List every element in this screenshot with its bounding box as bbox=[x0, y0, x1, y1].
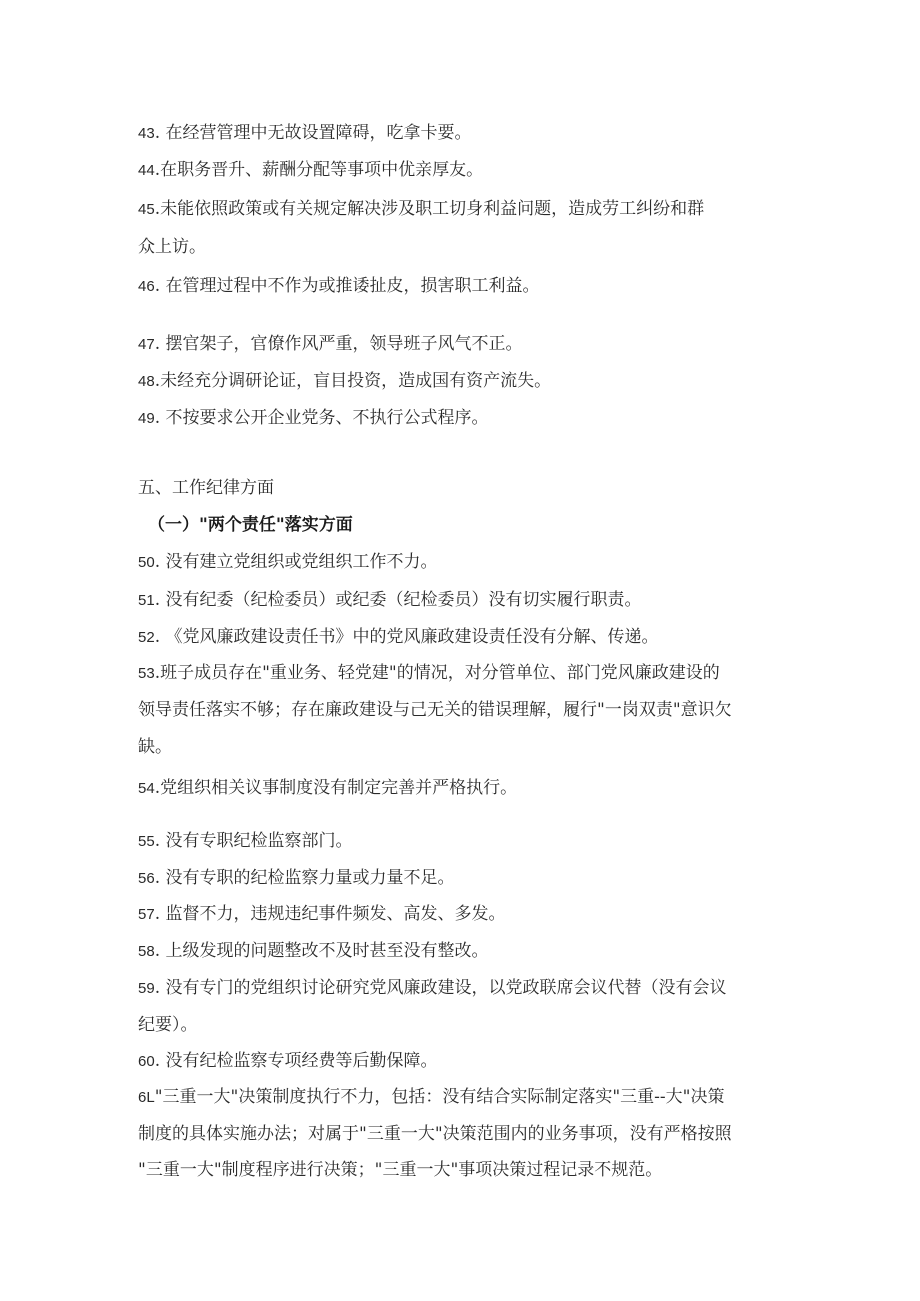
item-number: 60 bbox=[138, 1053, 155, 1070]
item-number: 6L bbox=[138, 1089, 155, 1106]
item-text: . 监督不力，违规违纪事件频发、高发、多发。 bbox=[154, 904, 506, 924]
list-item-61-continuation: 制度的具体实施办法；对属于"三重一大"决策范围内的业务事项，没有严格按照 bbox=[138, 1124, 732, 1144]
item-text: . 在经营管理中无故设置障碍，吃拿卡要。 bbox=[154, 123, 472, 143]
item-text: "三重一大"决策制度执行不力，包括：没有结合实际制定落实"三重--大"决策 bbox=[154, 1087, 725, 1107]
item-number: 53 bbox=[138, 665, 155, 682]
list-item-60 bbox=[138, 1051, 438, 1072]
list-item-56 bbox=[138, 868, 455, 889]
item-number: 49 bbox=[138, 410, 155, 427]
item-text: . 上级发现的问题整改不及时甚至没有整改。 bbox=[154, 941, 489, 961]
list-item-53-continuation-2: 缺。 bbox=[138, 737, 172, 757]
item-text: . 没有专职纪检监察部门。 bbox=[154, 831, 353, 851]
list-item-54 bbox=[138, 778, 517, 799]
list-item-59-continuation: 纪要）。 bbox=[138, 1015, 198, 1035]
item-text: .班子成员存在"重业务、轻党建"的情况，对分管单位、部门党风廉政建设的 bbox=[154, 663, 720, 683]
list-item-48 bbox=[138, 371, 551, 392]
item-number: 45 bbox=[138, 201, 155, 218]
list-item-45 bbox=[138, 199, 704, 220]
item-number: 51 bbox=[138, 592, 155, 609]
item-text: . 没有专门的党组织讨论研究党风廉政建设，以党政联席会议代替（没有会议 bbox=[154, 978, 727, 998]
section-title: 五、工作纪律方面 bbox=[138, 478, 274, 498]
list-item-59 bbox=[138, 978, 727, 999]
item-number: 54 bbox=[138, 780, 155, 797]
item-number: 46 bbox=[138, 278, 155, 295]
list-item-46 bbox=[138, 276, 540, 297]
item-text: . 不按要求公开企业党务、不执行公式程序。 bbox=[154, 408, 489, 428]
item-number: 55 bbox=[138, 833, 155, 850]
list-item-50 bbox=[138, 552, 438, 573]
list-item-57 bbox=[138, 904, 506, 925]
item-text: . 没有纪检监察专项经费等后勤保障。 bbox=[154, 1051, 438, 1071]
item-text: . 没有专职的纪检监察力量或力量不足。 bbox=[154, 868, 455, 888]
item-number: 44 bbox=[138, 162, 155, 179]
list-item-47 bbox=[138, 334, 523, 355]
list-item-43 bbox=[138, 123, 472, 144]
item-text: . 《党风廉政建设责任书》中的党风廉政建设责任没有分解、传递。 bbox=[154, 627, 659, 647]
list-item-51 bbox=[138, 590, 642, 611]
item-number: 57 bbox=[138, 906, 155, 923]
item-number: 43 bbox=[138, 125, 155, 142]
item-text: .党组织相关议事制度没有制定完善并严格执行。 bbox=[154, 778, 518, 798]
list-item-49 bbox=[138, 408, 489, 429]
list-item-58 bbox=[138, 941, 489, 962]
item-text: .未能依照政策或有关规定解决涉及职工切身利益问题，造成劳工纠纷和群 bbox=[154, 199, 705, 219]
item-number: 58 bbox=[138, 943, 155, 960]
subsection-title: （一）"两个责任"落实方面 bbox=[148, 515, 353, 535]
item-text: .在职务晋升、薪酬分配等事项中优亲厚友。 bbox=[154, 160, 484, 180]
item-number: 59 bbox=[138, 980, 155, 997]
item-text: .未经充分调研论证，盲目投资，造成国有资产流失。 bbox=[154, 371, 552, 391]
item-number: 50 bbox=[138, 554, 155, 571]
list-item-45-continuation: 众上访。 bbox=[138, 237, 206, 257]
item-number: 52 bbox=[138, 629, 155, 646]
list-item-53-continuation: 领导责任落实不够；存在廉政建设与己无关的错误理解，履行"一岗双责"意识欠 bbox=[138, 700, 732, 720]
item-number: 56 bbox=[138, 870, 155, 887]
list-item-55 bbox=[138, 831, 353, 852]
list-item-53 bbox=[138, 663, 720, 684]
item-text: . 在管理过程中不作为或推诿扯皮，损害职工利益。 bbox=[154, 276, 540, 296]
item-number: 48 bbox=[138, 373, 155, 390]
item-text: . 摆官架子，官僚作风严重，领导班子风气不正。 bbox=[154, 334, 523, 354]
list-item-61 bbox=[138, 1087, 724, 1108]
list-item-52 bbox=[138, 627, 659, 648]
item-text: . 没有建立党组织或党组织工作不力。 bbox=[154, 552, 438, 572]
list-item-61-continuation-2: "三重一大"制度程序进行决策；"三重一大"事项决策过程记录不规范。 bbox=[138, 1160, 663, 1180]
item-text: . 没有纪委（纪检委员）或纪委（纪检委员）没有切实履行职责。 bbox=[154, 590, 642, 610]
item-number: 47 bbox=[138, 336, 155, 353]
list-item-44 bbox=[138, 160, 483, 181]
